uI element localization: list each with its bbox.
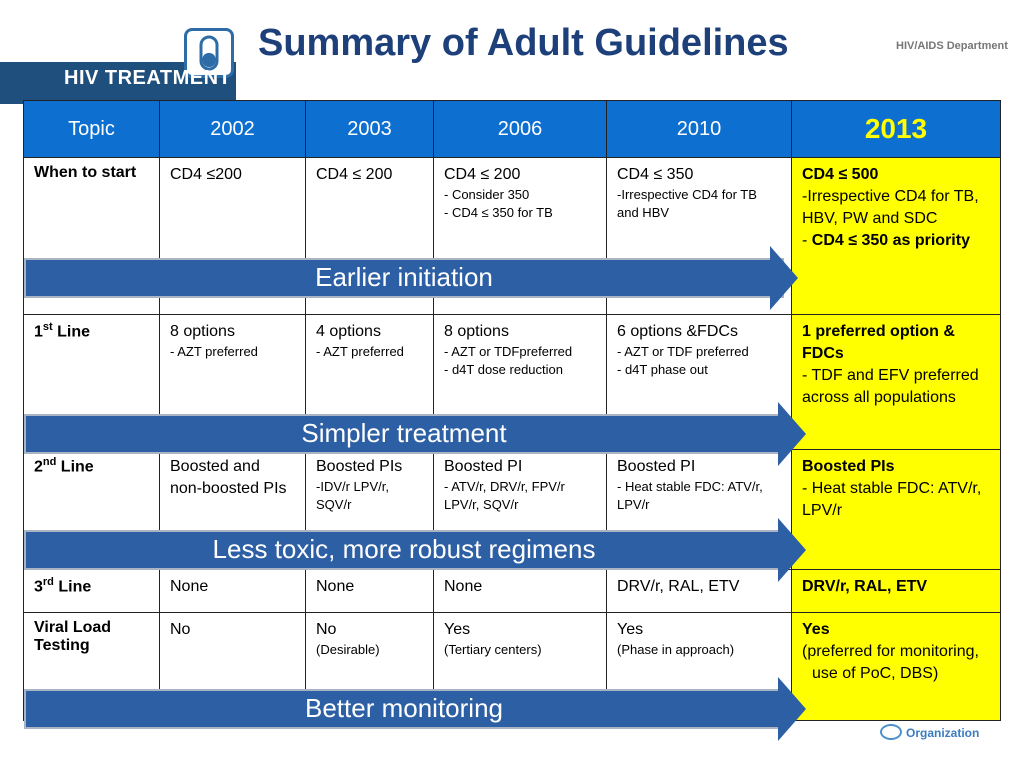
cell-2002: Boosted and non-boosted PIs [160,450,306,570]
header-2002: 2002 [160,101,306,158]
cell-2003: None [306,570,434,613]
arrow-simpler-treatment: Simpler treatment [24,414,784,454]
arrow-less-toxic: Less toxic, more robust regimens [24,530,784,570]
header-2010: 2010 [607,101,792,158]
page-title: Summary of Adult Guidelines [258,22,789,64]
cell-2013: DRV/r, RAL, ETV [792,570,1001,613]
header-topic: Topic [24,101,160,158]
cell-2003: 4 options - AZT preferred [306,315,434,450]
arrow-earlier-initiation: Earlier initiation [24,258,784,298]
arrow-head-icon [770,246,798,310]
cell-2010: Boosted PI - Heat stable FDC: ATV/r, LPV/r [607,450,792,570]
cell-2006: Yes (Tertiary centers) [434,613,607,721]
header-2003: 2003 [306,101,434,158]
guidelines-table [23,100,1001,721]
cell-2013: Boosted PIs - Heat stable FDC: ATV/r, LPV/r [792,450,1001,570]
cell-2010: Yes (Phase in approach) [607,613,792,721]
row-label: 1st Line [24,315,160,450]
cell-2010: CD4 ≤ 350 -Irrespective CD4 for TB and HBV [607,158,792,315]
cell-2003: No (Desirable) [306,613,434,721]
table-row-third-line [24,570,1001,613]
row-label: 3rd Line [24,570,160,613]
cell-2003: CD4 ≤ 200 [306,158,434,315]
cell-2006: 8 options - AZT or TDFpreferred - d4T dose reduction [434,315,607,450]
cell-2010: DRV/r, RAL, ETV [607,570,792,613]
cell-2013: CD4 ≤ 500 -Irrespective CD4 for TB, HBV, PW and SDC - CD4 ≤ 350 as priority [792,158,1001,315]
globe-icon [880,724,902,740]
cell-2013: 1 preferred option & FDCs - TDF and EFV preferred across all populations [792,315,1001,450]
row-label: Viral Load Testing [24,613,160,721]
cell-2013: Yes (preferred for monitoring, use of PoC, DBS) [792,613,1001,721]
header-2006: 2006 [434,101,607,158]
cell-2010: 6 options &FDCs - AZT or TDF preferred - d4T phase out [607,315,792,450]
arrow-better-monitoring: Better monitoring [24,689,784,729]
cell-2002: No [160,613,306,721]
cell-2002: 8 options - AZT preferred [160,315,306,450]
cell-2006: CD4 ≤ 200 - Consider 350 - CD4 ≤ 350 for TB [434,158,607,315]
cell-2006: None [434,570,607,613]
arrow-head-icon [778,677,806,741]
cell-2006: Boosted PI - ATV/r, DRV/r, FPV/r LPV/r, SQV/r [434,450,607,570]
department-label: HIV/AIDS Department [896,40,1008,52]
arrow-head-icon [778,518,806,582]
badge-label: HIV TREATMENT [64,67,232,89]
cell-2002: None [160,570,306,613]
header-2013: 2013 [792,101,1001,158]
row-label: When to start [24,158,160,315]
cell-2003: Boosted PIs -IDV/r LPV/r, SQV/r [306,450,434,570]
arrow-head-icon [778,402,806,466]
table-header-row [24,101,1001,158]
row-label: 2nd Line [24,450,160,570]
org-label: Organization [906,726,980,740]
cell-2002: CD4 ≤200 [160,158,306,315]
